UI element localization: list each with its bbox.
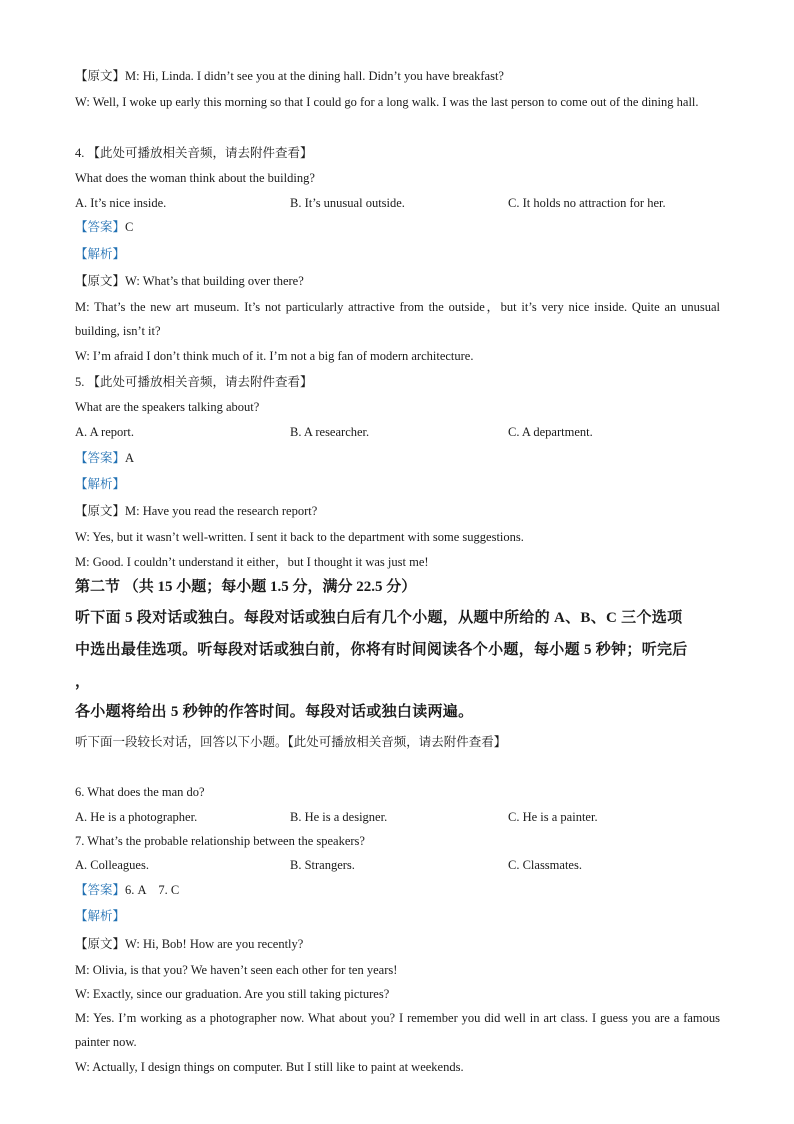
answer-tag: 【答案】 <box>75 883 126 897</box>
transcript-line <box>75 936 303 952</box>
option-c: C. He is a painter. <box>508 810 598 824</box>
transcript-line: M: Yes. I’m working as a photographer now. What about you? I remember you did well in art class. I guess you are a famous painter now. <box>75 1011 720 1049</box>
option-a: A. He is a photographer. <box>75 810 198 824</box>
option-c: C. Classmates. <box>508 858 582 872</box>
transcript-text: W: What’s that building over there? <box>125 274 304 288</box>
option-b: B. A researcher. <box>290 425 370 439</box>
section-instructions: ， <box>75 674 91 690</box>
section-title: 第二节 （共 15 小题；每小题 1.5 分，满分 22.5 分） <box>75 579 417 595</box>
answer-value: 6. A 7. C <box>125 883 180 897</box>
answer-tag: 【答案】 <box>75 220 126 234</box>
transcript-line <box>75 273 304 289</box>
option-b: B. Strangers. <box>290 858 355 872</box>
yuanwen-tag: 【原文】 <box>75 937 126 951</box>
answer-line <box>75 219 133 235</box>
transcript-text: M: Hi, Linda. I didn’t see you at the dining hall. Didn’t you have breakfast? <box>125 69 504 83</box>
transcript-line: M: That’s the new art museum. It’s not particularly attractive from the outside，but it’s very nice inside. Quite an unusual building, isn’t it? <box>75 300 720 338</box>
question-5-header: 5. 【此处可播放相关音频，请去附件查看】 <box>75 375 313 389</box>
answer-line <box>75 450 134 466</box>
audio-note: 听下面一段较长对话，回答以下小题。【此处可播放相关音频，请去附件查看】 <box>75 735 507 749</box>
option-a: A. It’s nice inside. <box>75 196 167 210</box>
section-instructions: 各小题将给出 5 秒钟的作答时间。每段对话或独白读两遍。 <box>75 704 474 720</box>
question-6-text: 6. What does the man do? <box>75 785 205 799</box>
section-instructions: 听下面 5 段对话或独白。每段对话或独白后有几个小题，从题中所给的 A、B、C 三个选项 <box>75 610 683 626</box>
transcript-line: W: Yes, but it wasn’t well-written. I sent it back to the department with some suggestions. <box>75 530 524 544</box>
transcript-text: M: Have you read the research report? <box>125 504 318 518</box>
transcript-line: M: Olivia, is that you? We haven’t seen each other for ten years! <box>75 963 398 977</box>
question-4-text: What does the woman think about the building? <box>75 171 315 185</box>
question-4-header: 4. 【此处可播放相关音频，请去附件查看】 <box>75 146 313 160</box>
transcript-line <box>75 68 504 84</box>
question-5-text: What are the speakers talking about? <box>75 400 260 414</box>
transcript-line: W: Actually, I design things on computer. But I still like to paint at weekends. <box>75 1060 464 1074</box>
option-a: A. Colleagues. <box>75 858 149 872</box>
analysis-tag: 【解析】 <box>75 247 126 261</box>
option-b: B. He is a designer. <box>290 810 388 824</box>
answer-tag: 【答案】 <box>75 451 126 465</box>
transcript-line: W: Well, I woke up early this morning so that I could go for a long walk. I was the last person to come out of the dining hall. <box>75 95 699 109</box>
section-instructions: 中选出最佳选项。听每段对话或独白前，你将有时间阅读各个小题，每小题 5 秒钟；听完后 <box>75 642 688 658</box>
analysis-tag: 【解析】 <box>75 477 126 491</box>
yuanwen-tag: 【原文】 <box>75 69 126 83</box>
transcript-line: M: Good. I couldn’t understand it either，but I thought it was just me! <box>75 555 429 569</box>
answer-value: A <box>125 451 135 465</box>
answer-line <box>75 882 179 898</box>
transcript-line: W: Exactly, since our graduation. Are you still taking pictures? <box>75 987 390 1001</box>
option-a: A. A report. <box>75 425 135 439</box>
option-c: C. A department. <box>508 425 593 439</box>
transcript-line <box>75 503 317 519</box>
yuanwen-tag: 【原文】 <box>75 504 126 518</box>
answer-value: C <box>125 220 134 234</box>
option-b: B. It’s unusual outside. <box>290 196 405 210</box>
yuanwen-tag: 【原文】 <box>75 274 126 288</box>
option-c: C. It holds no attraction for her. <box>508 196 666 210</box>
question-7-text: 7. What’s the probable relationship between the speakers? <box>75 834 365 848</box>
analysis-tag: 【解析】 <box>75 909 126 923</box>
transcript-text: W: Hi, Bob! How are you recently? <box>125 937 304 951</box>
transcript-line: W: I’m afraid I don’t think much of it. I’m not a big fan of modern architecture. <box>75 349 474 363</box>
